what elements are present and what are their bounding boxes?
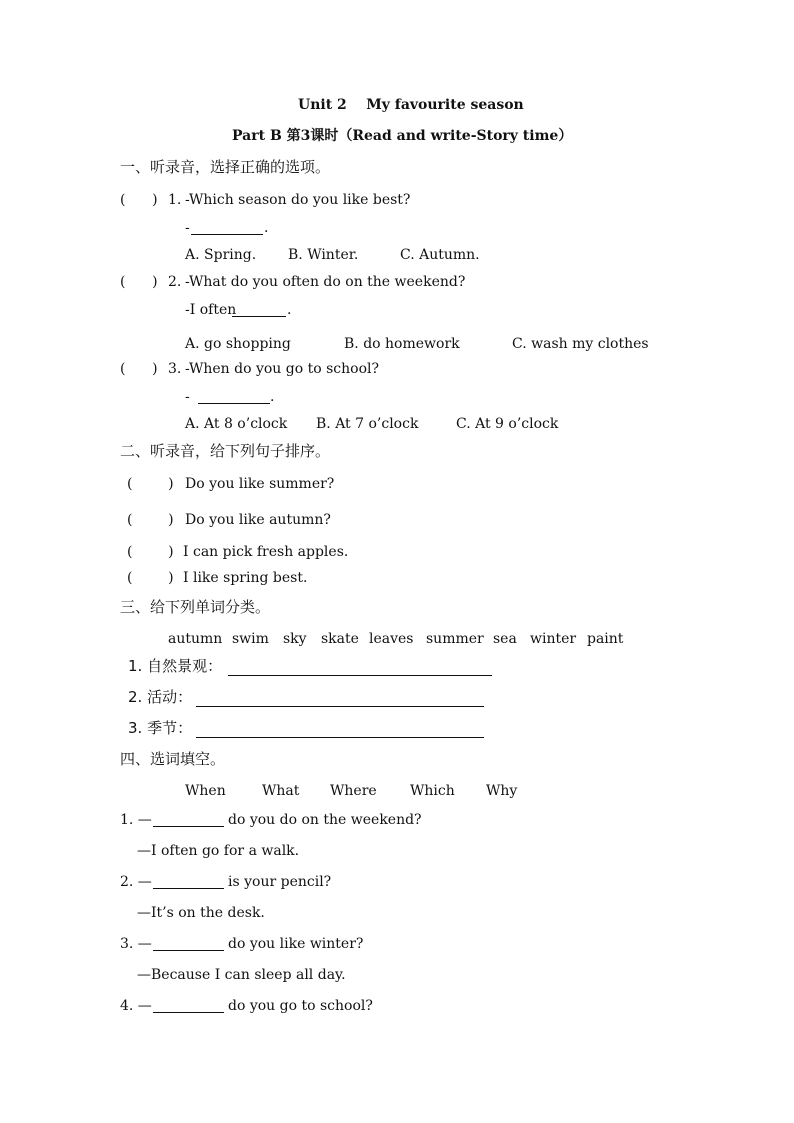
q2-answer-prefix: -I often — [185, 302, 237, 318]
q1-prompt: -Which season do you like best? — [185, 192, 411, 208]
word-autumn: autumn — [168, 631, 223, 647]
q2-answer-period: . — [287, 302, 292, 318]
q2-option-a: A. go shopping — [185, 336, 291, 352]
q1-answer-paren[interactable]: ( ) — [120, 192, 158, 208]
order-4-sentence: I like spring best. — [183, 570, 308, 586]
worksheet-subtitle: Part B 第3课时（Read and write-Story time） — [232, 128, 573, 144]
choice-why: Why — [486, 783, 518, 799]
fill-2-answer: —It’s on the desk. — [137, 905, 265, 921]
word-summer: summer — [426, 631, 484, 647]
word-winter: winter — [530, 631, 577, 647]
order-1-sentence: Do you like summer? — [185, 476, 335, 492]
section2-heading: 二、听录音，给下列句子排序。 — [120, 442, 331, 460]
section3-heading: 三、给下列单词分类。 — [120, 598, 271, 616]
q3-answer-prefix: - — [185, 389, 190, 405]
q1-option-b: B. Winter. — [288, 247, 359, 263]
fill-4-blank[interactable] — [153, 1012, 224, 1013]
fill-3-blank[interactable] — [153, 950, 224, 951]
q1-option-a: A. Spring. — [185, 247, 257, 263]
choice-what: What — [262, 783, 300, 799]
fill-2-question: is your pencil? — [228, 874, 332, 890]
category-1-label: 1. 自然景观： — [128, 657, 223, 675]
section4-heading: 四、选词填空。 — [120, 750, 226, 768]
order-3-sentence: I can pick fresh apples. — [183, 544, 349, 560]
q2-prompt: -What do you often do on the weekend? — [185, 274, 466, 290]
fill-2-blank[interactable] — [153, 888, 224, 889]
category-2-blank[interactable] — [196, 706, 484, 707]
word-sea: sea — [493, 631, 517, 647]
section1-heading: 一、听录音，选择正确的选项。 — [120, 158, 331, 176]
q2-answer-paren[interactable]: ( ) — [120, 274, 158, 290]
q3-option-c: C. At 9 o’clock — [456, 416, 559, 432]
q3-option-b: B. At 7 o’clock — [316, 416, 419, 432]
choice-when: When — [185, 783, 226, 799]
word-skate: skate — [321, 631, 359, 647]
q2-option-b: B. do homework — [344, 336, 460, 352]
q3-answer-period: . — [270, 389, 275, 405]
order-3-paren[interactable]: ( ) — [127, 544, 174, 560]
category-1-blank[interactable] — [228, 675, 492, 676]
word-leaves: leaves — [369, 631, 414, 647]
order-1-paren[interactable]: ( ) — [127, 476, 174, 492]
fill-3-question: do you like winter? — [228, 936, 364, 952]
q3-option-a: A. At 8 o’clock — [185, 416, 288, 432]
category-3-blank[interactable] — [196, 737, 484, 738]
q1-number: 1. — [168, 192, 182, 208]
order-2-paren[interactable]: ( ) — [127, 512, 174, 528]
choice-where: Where — [330, 783, 377, 799]
q2-number: 2. — [168, 274, 182, 290]
word-paint: paint — [587, 631, 624, 647]
fill-3-answer: —Because I can sleep all day. — [137, 967, 346, 983]
q1-answer-blank[interactable] — [191, 234, 263, 235]
fill-1-number: 1. — — [120, 812, 152, 828]
q3-answer-paren[interactable]: ( ) — [120, 361, 158, 377]
order-4-paren[interactable]: ( ) — [127, 570, 174, 586]
q2-option-c: C. wash my clothes — [512, 336, 649, 352]
worksheet-title: Unit 2 My favourite season — [298, 97, 524, 113]
q3-prompt: -When do you go to school? — [185, 361, 379, 377]
category-3-label: 3. 季节： — [128, 719, 193, 737]
q1-answer-prefix: - — [185, 220, 190, 236]
q1-option-c: C. Autumn. — [400, 247, 480, 263]
word-swim: swim — [232, 631, 269, 647]
order-2-sentence: Do you like autumn? — [185, 512, 331, 528]
fill-4-number: 4. — — [120, 998, 152, 1014]
fill-1-blank[interactable] — [153, 826, 224, 827]
q3-answer-blank[interactable] — [198, 403, 270, 404]
q1-answer-period: . — [264, 220, 269, 236]
word-sky: sky — [283, 631, 307, 647]
q3-number: 3. — [168, 361, 182, 377]
fill-2-number: 2. — — [120, 874, 152, 890]
q2-answer-blank[interactable] — [232, 316, 286, 317]
category-2-label: 2. 活动： — [128, 688, 193, 706]
fill-1-answer: —I often go for a walk. — [137, 843, 300, 859]
fill-3-number: 3. — — [120, 936, 152, 952]
fill-4-question: do you go to school? — [228, 998, 373, 1014]
choice-which: Which — [410, 783, 455, 799]
fill-1-question: do you do on the weekend? — [228, 812, 422, 828]
